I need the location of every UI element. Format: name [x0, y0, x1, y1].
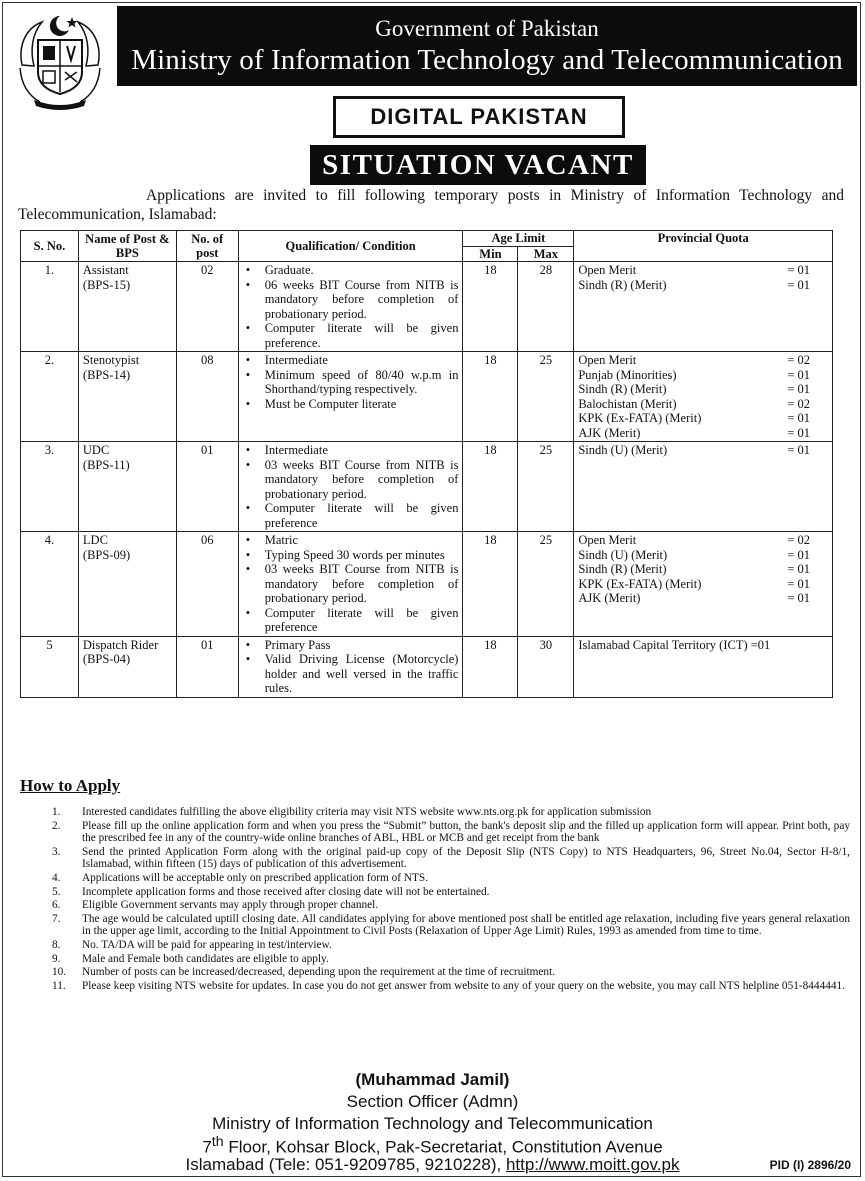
post-bps: (BPS-04): [82, 652, 131, 666]
quota-value: = 01: [787, 443, 810, 457]
cell-quota: [574, 442, 833, 532]
qualification-item: • 06 weeks BIT Course from NITB is mandatory before completion of probationary period.: [265, 278, 459, 322]
quota-value: = 01: [787, 411, 810, 425]
quota-value: = 02: [787, 533, 810, 547]
signatory-contact: [0, 1155, 865, 1175]
step-number: 7.: [52, 912, 61, 925]
quota-value: = 01: [787, 425, 810, 440]
quota-name: Sindh (R) (Merit): [578, 562, 667, 576]
table-row: [21, 532, 833, 637]
step-number: 4.: [52, 871, 61, 884]
quota-name: Open Merit: [578, 353, 637, 367]
quota-value: = 01: [787, 277, 810, 292]
intro-paragraph: Applications are invited to fill following temporary posts in Ministry of Information Technology and Telecommunication, Islamabad:: [18, 187, 844, 223]
digital-pakistan-box: DIGITAL PAKISTAN: [333, 96, 625, 138]
step-item: [20, 806, 850, 819]
quota-value: = 01: [787, 367, 810, 382]
quota-item: [578, 278, 828, 293]
cell-sno: 4.: [21, 532, 79, 637]
step-item: [20, 886, 850, 899]
quota-name: Sindh (R) (Merit): [578, 277, 667, 292]
table-row: [21, 442, 833, 532]
quota-item: [578, 397, 828, 412]
cell-post: [78, 636, 176, 697]
qualification-item: • Primary Pass: [265, 638, 459, 653]
cell-age-max: 30: [518, 636, 574, 697]
quota-value: = 02: [787, 396, 810, 411]
qualification-list: [243, 533, 459, 635]
cell-sno: 5: [21, 636, 79, 697]
post-name: Assistant: [82, 263, 129, 277]
quota-name: Balochistan (Merit): [578, 396, 677, 411]
qualification-item: • Computer literate will be given preference: [265, 501, 459, 530]
qualification-item: • Valid Driving License (Motorcycle) holder and well versed in the traffic rules.: [265, 652, 459, 696]
step-text: Applications will be acceptable only on prescribed application form of NTS.: [82, 871, 429, 884]
header-quota: Provincial Quota: [574, 231, 833, 262]
header-sno: S. No.: [21, 231, 79, 262]
step-number: 8.: [52, 938, 61, 951]
post-name: Stenotypist: [82, 353, 140, 367]
cell-age-min: 18: [463, 532, 518, 637]
qualification-item: • Graduate.: [265, 263, 459, 278]
qualification-item: • Matric: [265, 533, 459, 548]
quota-value: [810, 638, 828, 653]
quota-value: = 02: [787, 353, 810, 367]
step-number: 6.: [52, 899, 61, 912]
step-item: [20, 899, 850, 912]
cell-age-max: 25: [518, 442, 574, 532]
post-name: Dispatch Rider: [82, 637, 159, 652]
qualification-list: [243, 638, 459, 696]
header-num: No. of post: [176, 231, 238, 262]
quota-item: [578, 577, 828, 592]
step-number: 9.: [52, 952, 61, 965]
situation-vacant-heading: SITUATION VACANT: [310, 145, 646, 185]
pid-number: PID (I) 2896/20: [769, 1158, 851, 1172]
step-item: [20, 953, 850, 966]
cell-quota: [574, 636, 833, 697]
qualification-item: • 03 weeks BIT Course from NITB is mandatory before completion of probationary period.: [265, 458, 459, 502]
step-item: [20, 939, 850, 952]
post-bps: (BPS-14): [82, 367, 131, 382]
signatory-designation: Section Officer (Admn): [346, 1092, 519, 1111]
quota-item: [578, 638, 828, 653]
cell-num-posts: 01: [176, 636, 238, 697]
table-row: [21, 636, 833, 697]
quota-item: [578, 443, 828, 458]
cell-quota: [574, 532, 833, 637]
cell-qualification: [238, 262, 463, 352]
step-text: Incomplete application forms and those received after closing date will not be entertained.: [82, 885, 490, 898]
step-number: 2.: [52, 819, 61, 832]
signatory-name: (Muhammad Jamil): [355, 1070, 510, 1089]
header-post: Name of Post & BPS: [78, 231, 176, 262]
step-item: [20, 872, 850, 885]
qualification-item: • Must be Computer literate: [265, 397, 459, 412]
quota-value: = 01: [787, 382, 810, 396]
step-number: 5.: [52, 885, 61, 898]
qualification-item: • 03 weeks BIT Course from NITB is mandatory before completion of probationary period.: [265, 562, 459, 606]
qualification-item: • Typing Speed 30 words per minutes: [265, 548, 459, 563]
qualification-item: • Intermediate: [265, 443, 459, 458]
cell-num-posts: 02: [176, 262, 238, 352]
telephone-text: Islamabad (Tele: 051-9209785, 9210228),: [185, 1155, 506, 1174]
step-text: Send the printed Application Form along with the original paid-up copy of the Deposit Slip (NTS Copy) to NTS Headquarters, 96, Street No.04, Sector H-8/1, Islamabad, within fifteen (15) days of publication of this advertisement.: [82, 845, 850, 871]
step-number: 11.: [52, 979, 66, 992]
floor-suffix: th: [211, 1134, 224, 1150]
cell-qualification: [238, 636, 463, 697]
cell-sno: 3.: [21, 442, 79, 532]
quota-value: = 01: [787, 591, 810, 605]
cell-post: [78, 532, 176, 637]
cell-num-posts: 08: [176, 352, 238, 442]
cell-post: [78, 352, 176, 442]
header-ministry: Ministry of Information Technology and Telecommunication: [131, 44, 843, 76]
cell-sno: 1.: [21, 262, 79, 352]
quota-name: KPK (Ex-FATA) (Merit): [578, 576, 702, 591]
step-text: Eligible Government servants may apply through proper channel.: [82, 899, 379, 912]
step-number: 10.: [52, 966, 67, 979]
header-age-max: Max: [518, 246, 574, 262]
quota-item: [578, 368, 828, 383]
step-text: Male and Female both candidates are eligible to apply.: [82, 952, 329, 965]
cell-num-posts: 01: [176, 442, 238, 532]
cell-quota: [574, 262, 833, 352]
post-bps: (BPS-09): [82, 547, 131, 562]
table-row: [21, 352, 833, 442]
quota-value: = 01: [787, 576, 810, 591]
post-bps: (BPS-15): [82, 277, 131, 292]
step-number: 1.: [52, 806, 61, 818]
quota-name: Sindh (U) (Merit): [578, 547, 668, 562]
cell-age-min: 18: [463, 442, 518, 532]
cell-age-min: 18: [463, 636, 518, 697]
website-link[interactable]: http://www.moitt.gov.pk: [505, 1155, 680, 1174]
cell-qualification: [238, 352, 463, 442]
cell-age-min: 18: [463, 262, 518, 352]
quota-name: KPK (Ex-FATA) (Merit): [578, 411, 702, 425]
quota-name: AJK (Merit): [578, 591, 641, 605]
header-government: Government of Pakistan: [375, 16, 599, 41]
post-name: LDC: [82, 533, 108, 547]
quota-value: = 01: [787, 562, 810, 576]
how-to-apply-heading: How to Apply: [20, 776, 121, 795]
cell-post: [78, 262, 176, 352]
step-text: Interested candidates fulfilling the above eligibility criteria may visit NTS website www.nts.org.pk for application submission: [82, 806, 652, 818]
cell-qualification: [238, 442, 463, 532]
quota-item: [578, 263, 828, 278]
address-text: Floor, Kohsar Block, Pak-Secretariat, Constitution Avenue: [223, 1137, 663, 1157]
quota-item: [578, 533, 828, 548]
step-text: The age would be calculated uptill closing date. All candidates applying for above mentioned post shall be entitled age relaxation, including five years general relaxation in the upper age limit, according to the Initial Appointment to Civil Posts (Relaxation of Upper Age Limit) Rules, 1993 as amended from time to time.: [82, 912, 850, 938]
cell-num-posts: 06: [176, 532, 238, 637]
posts-table: [20, 230, 833, 698]
qualification-item: • Minimum speed of 80/40 w.p.m in Shorthand/typing respectively.: [265, 368, 459, 397]
quota-item: [578, 382, 828, 397]
application-steps: [20, 806, 850, 993]
step-item: [20, 913, 850, 938]
quota-item: [578, 591, 828, 606]
qualification-list: [243, 353, 459, 411]
quota-item: [578, 426, 828, 441]
qualification-item: • Intermediate: [265, 353, 459, 368]
cell-age-max: 28: [518, 262, 574, 352]
quota-name: Islamabad Capital Territory (ICT) =01: [578, 637, 771, 652]
quota-name: Sindh (U) (Merit): [578, 443, 668, 457]
quota-item: [578, 562, 828, 577]
quota-item: [578, 548, 828, 563]
post-name: UDC: [82, 443, 110, 457]
step-item: [20, 846, 850, 871]
cell-qualification: [238, 532, 463, 637]
table-row: [21, 262, 833, 352]
step-item: [20, 980, 850, 993]
cell-age-min: 18: [463, 352, 518, 442]
quota-name: Punjab (Minorities): [578, 367, 677, 382]
step-text: Please fill up the online application form and when you press the “Submit” button, the bank's deposit slip and the filled up application form will appear. Print both, pay the prescribed fee in any of the country-wide online branches of ABL, HBL or MCB and get receipt from the bank: [82, 819, 850, 845]
step-item: [20, 966, 850, 979]
quota-value: = 01: [787, 547, 810, 562]
step-text: Number of posts can be increased/decreased, depending upon the requirement at the time of recruitment.: [82, 966, 556, 979]
qualification-list: [243, 443, 459, 530]
cell-age-max: 25: [518, 352, 574, 442]
step-item: [20, 820, 850, 845]
government-emblem-icon: [12, 10, 108, 110]
quota-name: Open Merit: [578, 263, 637, 277]
cell-age-max: 25: [518, 532, 574, 637]
header-qualification: Qualification/ Condition: [238, 231, 463, 262]
post-bps: (BPS-11): [82, 457, 130, 472]
header-banner: [117, 6, 857, 86]
cell-quota: [574, 352, 833, 442]
qualification-list: [243, 263, 459, 350]
signatory-ministry: Ministry of Information Technology and Telecommunication: [212, 1114, 653, 1133]
qualification-item: • Computer literate will be given preference.: [265, 321, 459, 350]
step-text: Please keep visiting NTS website for updates. In case you do not get answer from website to any of your query on the website, you may call NTS helpline 051-8444441.: [82, 979, 845, 992]
quota-item: [578, 411, 828, 426]
step-number: 3.: [52, 845, 61, 858]
floor-number: 7: [202, 1137, 212, 1157]
cell-sno: 2.: [21, 352, 79, 442]
quota-item: [578, 353, 828, 368]
quota-name: Sindh (R) (Merit): [578, 382, 667, 396]
cell-post: [78, 442, 176, 532]
quota-name: AJK (Merit): [578, 425, 641, 440]
quota-name: Open Merit: [578, 533, 637, 547]
header-age-min: Min: [463, 246, 518, 262]
step-text: No. TA/DA will be paid for appearing in test/interview.: [82, 938, 332, 951]
header-age-limit: Age Limit: [463, 231, 574, 247]
qualification-item: • Computer literate will be given preference: [265, 606, 459, 635]
quota-value: = 01: [787, 263, 810, 277]
